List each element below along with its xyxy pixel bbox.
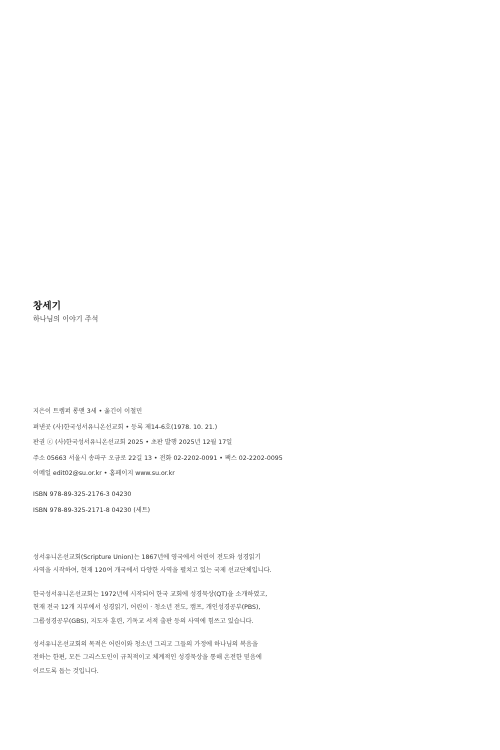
about-paragraph — [33, 588, 272, 628]
about-line: 이르도록 돕는 것입니다. — [33, 667, 99, 675]
book-subtitle: 하나님의 이야기 주석 — [33, 315, 99, 323]
about-paragraph — [33, 638, 272, 678]
about-line: 성서유니온선교회의 목적은 어린이와 청소년 그리고 그들의 가정에 하나님의 복음을 — [33, 641, 258, 649]
credit-author-line: 지은이 트렘퍼 롱맨 3세 • 옮긴이 이철민 — [33, 408, 143, 415]
about-paragraph — [33, 551, 272, 578]
credit-contact-line: 이메일 edit02@su.or.kr • 홈페이지 www.su.or.kr — [33, 470, 175, 477]
credits-block — [33, 404, 283, 482]
credit-copyright-line: 판권 ⓒ (사)한국성서유니온선교회 2025 • 초판 발행 2025년 12월 17일 — [33, 439, 233, 446]
book-title: 창세기 — [33, 301, 62, 312]
isbn-set-line: ISBN 978-89-325-2171-8 04230 (세트) — [33, 506, 151, 514]
isbn-line: ISBN 978-89-325-2176-3 04230 — [33, 491, 132, 498]
about-line: 성서유니온선교회(Scripture Union)는 1867년에 영국에서 어린이 전도와 성경읽기 — [33, 554, 261, 561]
about-line: 현재 전국 12개 지부에서 성경읽기, 어린이 · 청소년 전도, 캠프, 개인성경공부(PBS), — [33, 604, 261, 612]
about-organization-block — [33, 551, 272, 688]
credit-address-line: 주소 05663 서울시 송파구 오금로 22길 13 • 전화 02-2202-0091 • 팩스 02-2202-0095 — [33, 454, 283, 462]
about-line: 그룹성경공부(GBS), 지도자 훈련, 기독교 서적 출판 등의 사역에 힘쓰고 있습니다. — [33, 617, 254, 625]
isbn-block — [33, 487, 150, 518]
about-line: 전하는 한편, 모든 그리스도인이 규칙적이고 체계적인 성경묵상을 통해 온전한 믿음에 — [33, 654, 262, 662]
about-line: 한국성서유니온선교회는 1972년에 시작되어 한국 교회에 성경묵상(QT)을 소개하였고, — [33, 590, 268, 598]
about-line: 사역을 시작하여, 현재 120여 개국에서 다양한 사역을 펼치고 있는 국제 선교단체입니다. — [33, 567, 272, 575]
credit-publisher-line: 펴낸곳 (사)한국성서유니온선교회 • 등록 제14-6호(1978. 10. 21.) — [33, 423, 218, 431]
